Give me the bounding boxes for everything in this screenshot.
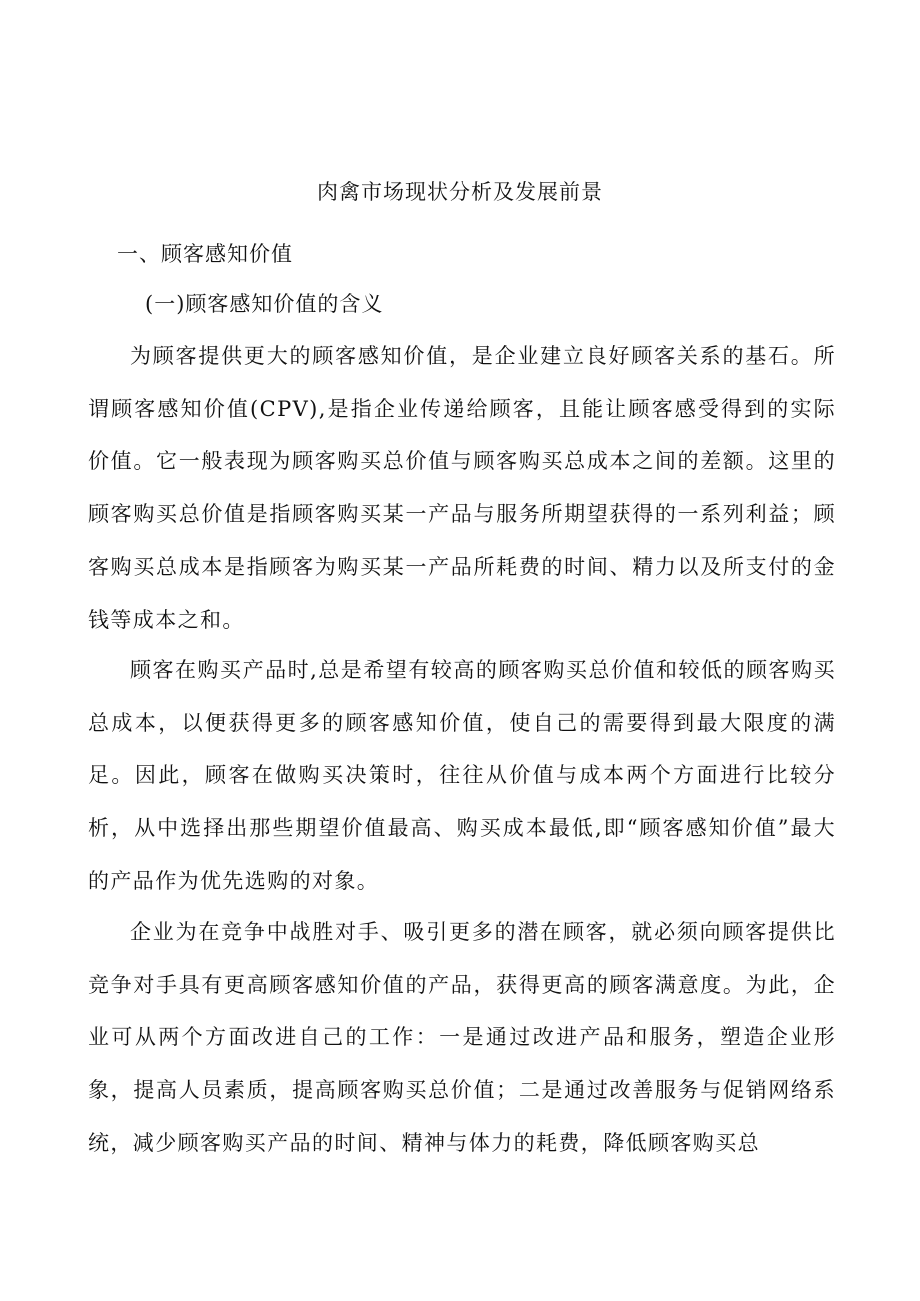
paragraph-1-block [88,330,836,646]
document-title: 肉禽市场现状分析及发展前景 [317,180,603,204]
paragraph-3-block [88,906,836,1170]
paragraph-2-block [88,644,836,908]
paragraph: 为顾客提供更大的顾客感知价值，是企业建立良好顾客关系的基石。所谓顾客感知价值(CPV),是指企业传递给顾客，且能让顾客感受得到的实际价值。它一般表现为顾客购买总价值与顾客购买总成本之间的差额。这里的顾客购买总价值是指顾客购买某一产品与服务所期望获得的一系列利益；顾客购买总成本是指顾客为购买某一产品所耗费的时间、精力以及所支付的金钱等成本之和。 [88,344,836,632]
paragraph: 企业为在竞争中战胜对手、吸引更多的潜在顾客，就必须向顾客提供比竞争对手具有更高顾客感知价值的产品，获得更高的顾客满意度。为此，企业可从两个方面改进自己的工作：一是通过改进产品和服务，塑造企业形象，提高人员素质，提高顾客购买总价值；二是通过改善服务与促销网络系统，减少顾客购买产品的时间、精神与体力的耗费，降低顾客购买总 [88,920,836,1155]
subsection-heading: (一)顾客感知价值的含义 [145,292,384,316]
section-heading: 一、顾客感知价值 [117,242,293,266]
paragraph: 顾客在购买产品时,总是希望有较高的顾客购买总价值和较低的顾客购买总成本，以便获得更多的顾客感知价值，使自己的需要得到最大限度的满足。因此，顾客在做购买决策时，往往从价值与成本两个方面进行比较分析，从中选择出那些期望价值最高、购买成本最低,即“顾客感知价值”最大的产品作为优先选购的对象。 [88,658,836,893]
